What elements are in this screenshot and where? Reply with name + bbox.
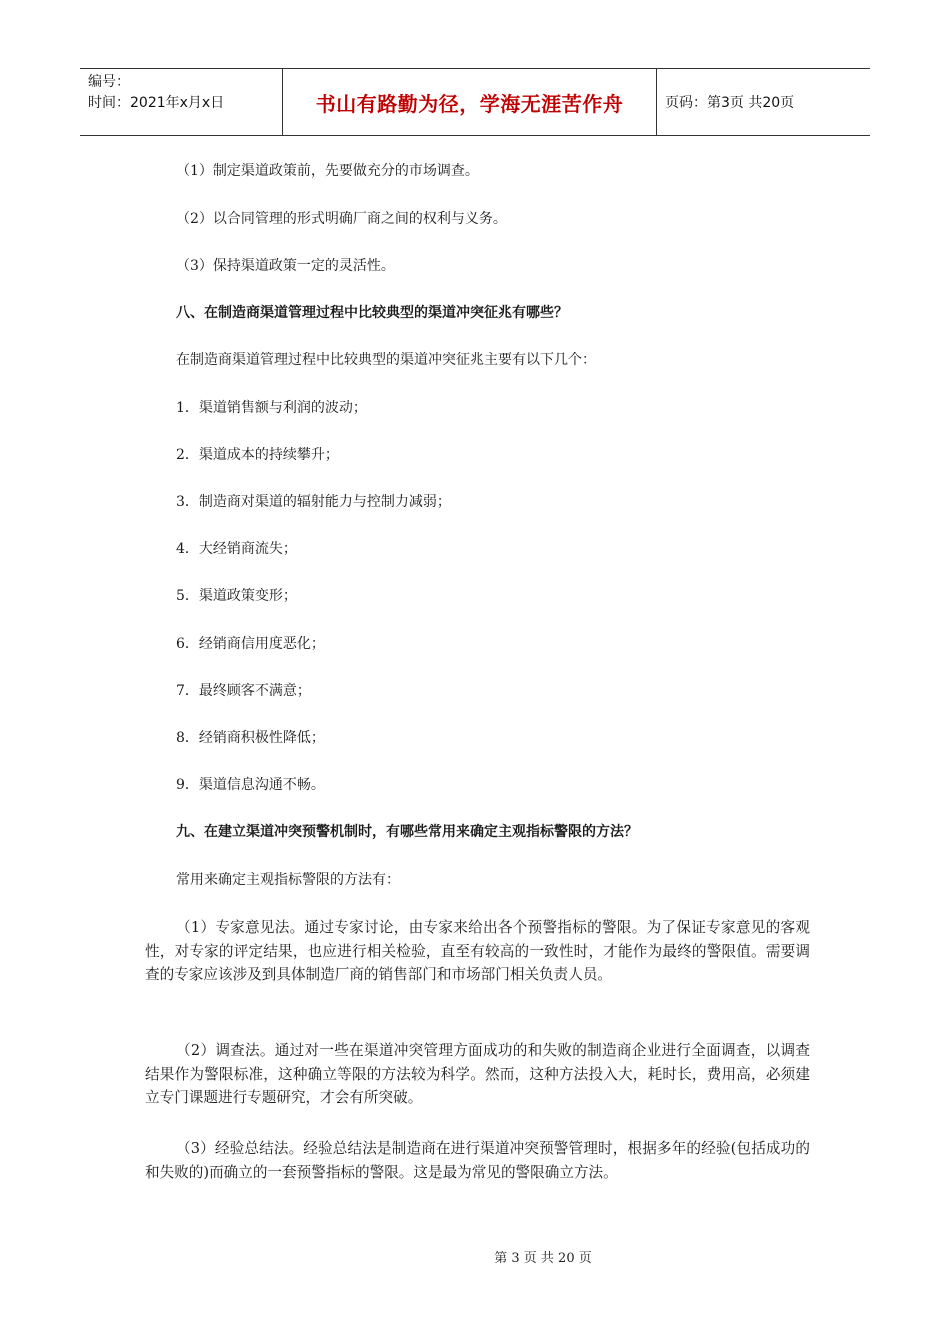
page-footer <box>0 1247 950 1266</box>
header-motto-cell <box>282 69 657 135</box>
page-header <box>80 68 870 136</box>
header-meta <box>80 69 282 135</box>
section-heading-8: 八、在制造商渠道管理过程中比较典型的渠道冲突征兆有哪些？ <box>176 305 568 321</box>
header-time: 时间：2021年x月x日 <box>88 95 225 111</box>
list-item: 4．大经销商流失； <box>176 541 297 557</box>
paragraph: （2）调查法。通过对一些在渠道冲突管理方面成功的和失败的制造商企业进行全面调查，以调查结果作为警限标准，这种确立等限的方法较为科学。然而，这种方法投入大，耗时长，费用高，必须建立专门课题进行专题研究，才会有所突破。 <box>145 1042 810 1106</box>
section-heading-9: 九、在建立渠道冲突预警机制时，有哪些常用来确定主观指标警限的方法？ <box>176 824 638 840</box>
list-item: （2）以合同管理的形式明确厂商之间的权利与义务。 <box>176 211 507 227</box>
list-item: 7．最终顾客不满意； <box>176 683 311 699</box>
list-item: 2．渠道成本的持续攀升； <box>176 447 339 463</box>
list-item: 5．渠道政策变形； <box>176 588 297 604</box>
list-item: 8．经销商积极性降低； <box>176 730 325 746</box>
section-intro-9: 常用来确定主观指标警限的方法有： <box>176 872 400 888</box>
header-number: 编号： <box>88 74 130 90</box>
list-item: 1．渠道销售额与利润的波动； <box>176 400 367 416</box>
list-item: 3．制造商对渠道的辐射能力与控制力减弱； <box>176 494 451 510</box>
list-item: （1）制定渠道政策前，先要做充分的市场调查。 <box>176 163 479 179</box>
footer-page-number: 第 3 页 共 20 页 <box>494 1251 592 1266</box>
list-item: 9．渠道信息沟通不畅。 <box>176 777 325 793</box>
list-item: 6．经销商信用度恶化； <box>176 636 325 652</box>
section-intro-8: 在制造商渠道管理过程中比较典型的渠道冲突征兆主要有以下几个： <box>176 352 596 368</box>
header-motto: 书山有路勤为径，学海无涯苦作舟 <box>315 91 624 116</box>
list-item: （3）保持渠道政策一定的灵活性。 <box>176 258 395 274</box>
paragraph: （3）经验总结法。经验总结法是制造商在进行渠道冲突预警管理时，根据多年的经验(包括成功的和失败的)而确立的一套预警指标的警限。这是最为常见的警限确立方法。 <box>145 1140 810 1181</box>
header-page-info: 页码：第3页 共20页 <box>665 95 795 111</box>
paragraph: （1）专家意见法。通过专家讨论，由专家来给出各个预警指标的警限。为了保证专家意见的客观性，对专家的评定结果，也应进行相关检验，直至有较高的一致性时，才能作为最终的警限值。需要调查的专家应该涉及到具体制造厂商的销售部门和市场部门相关负责人员。 <box>145 919 810 983</box>
